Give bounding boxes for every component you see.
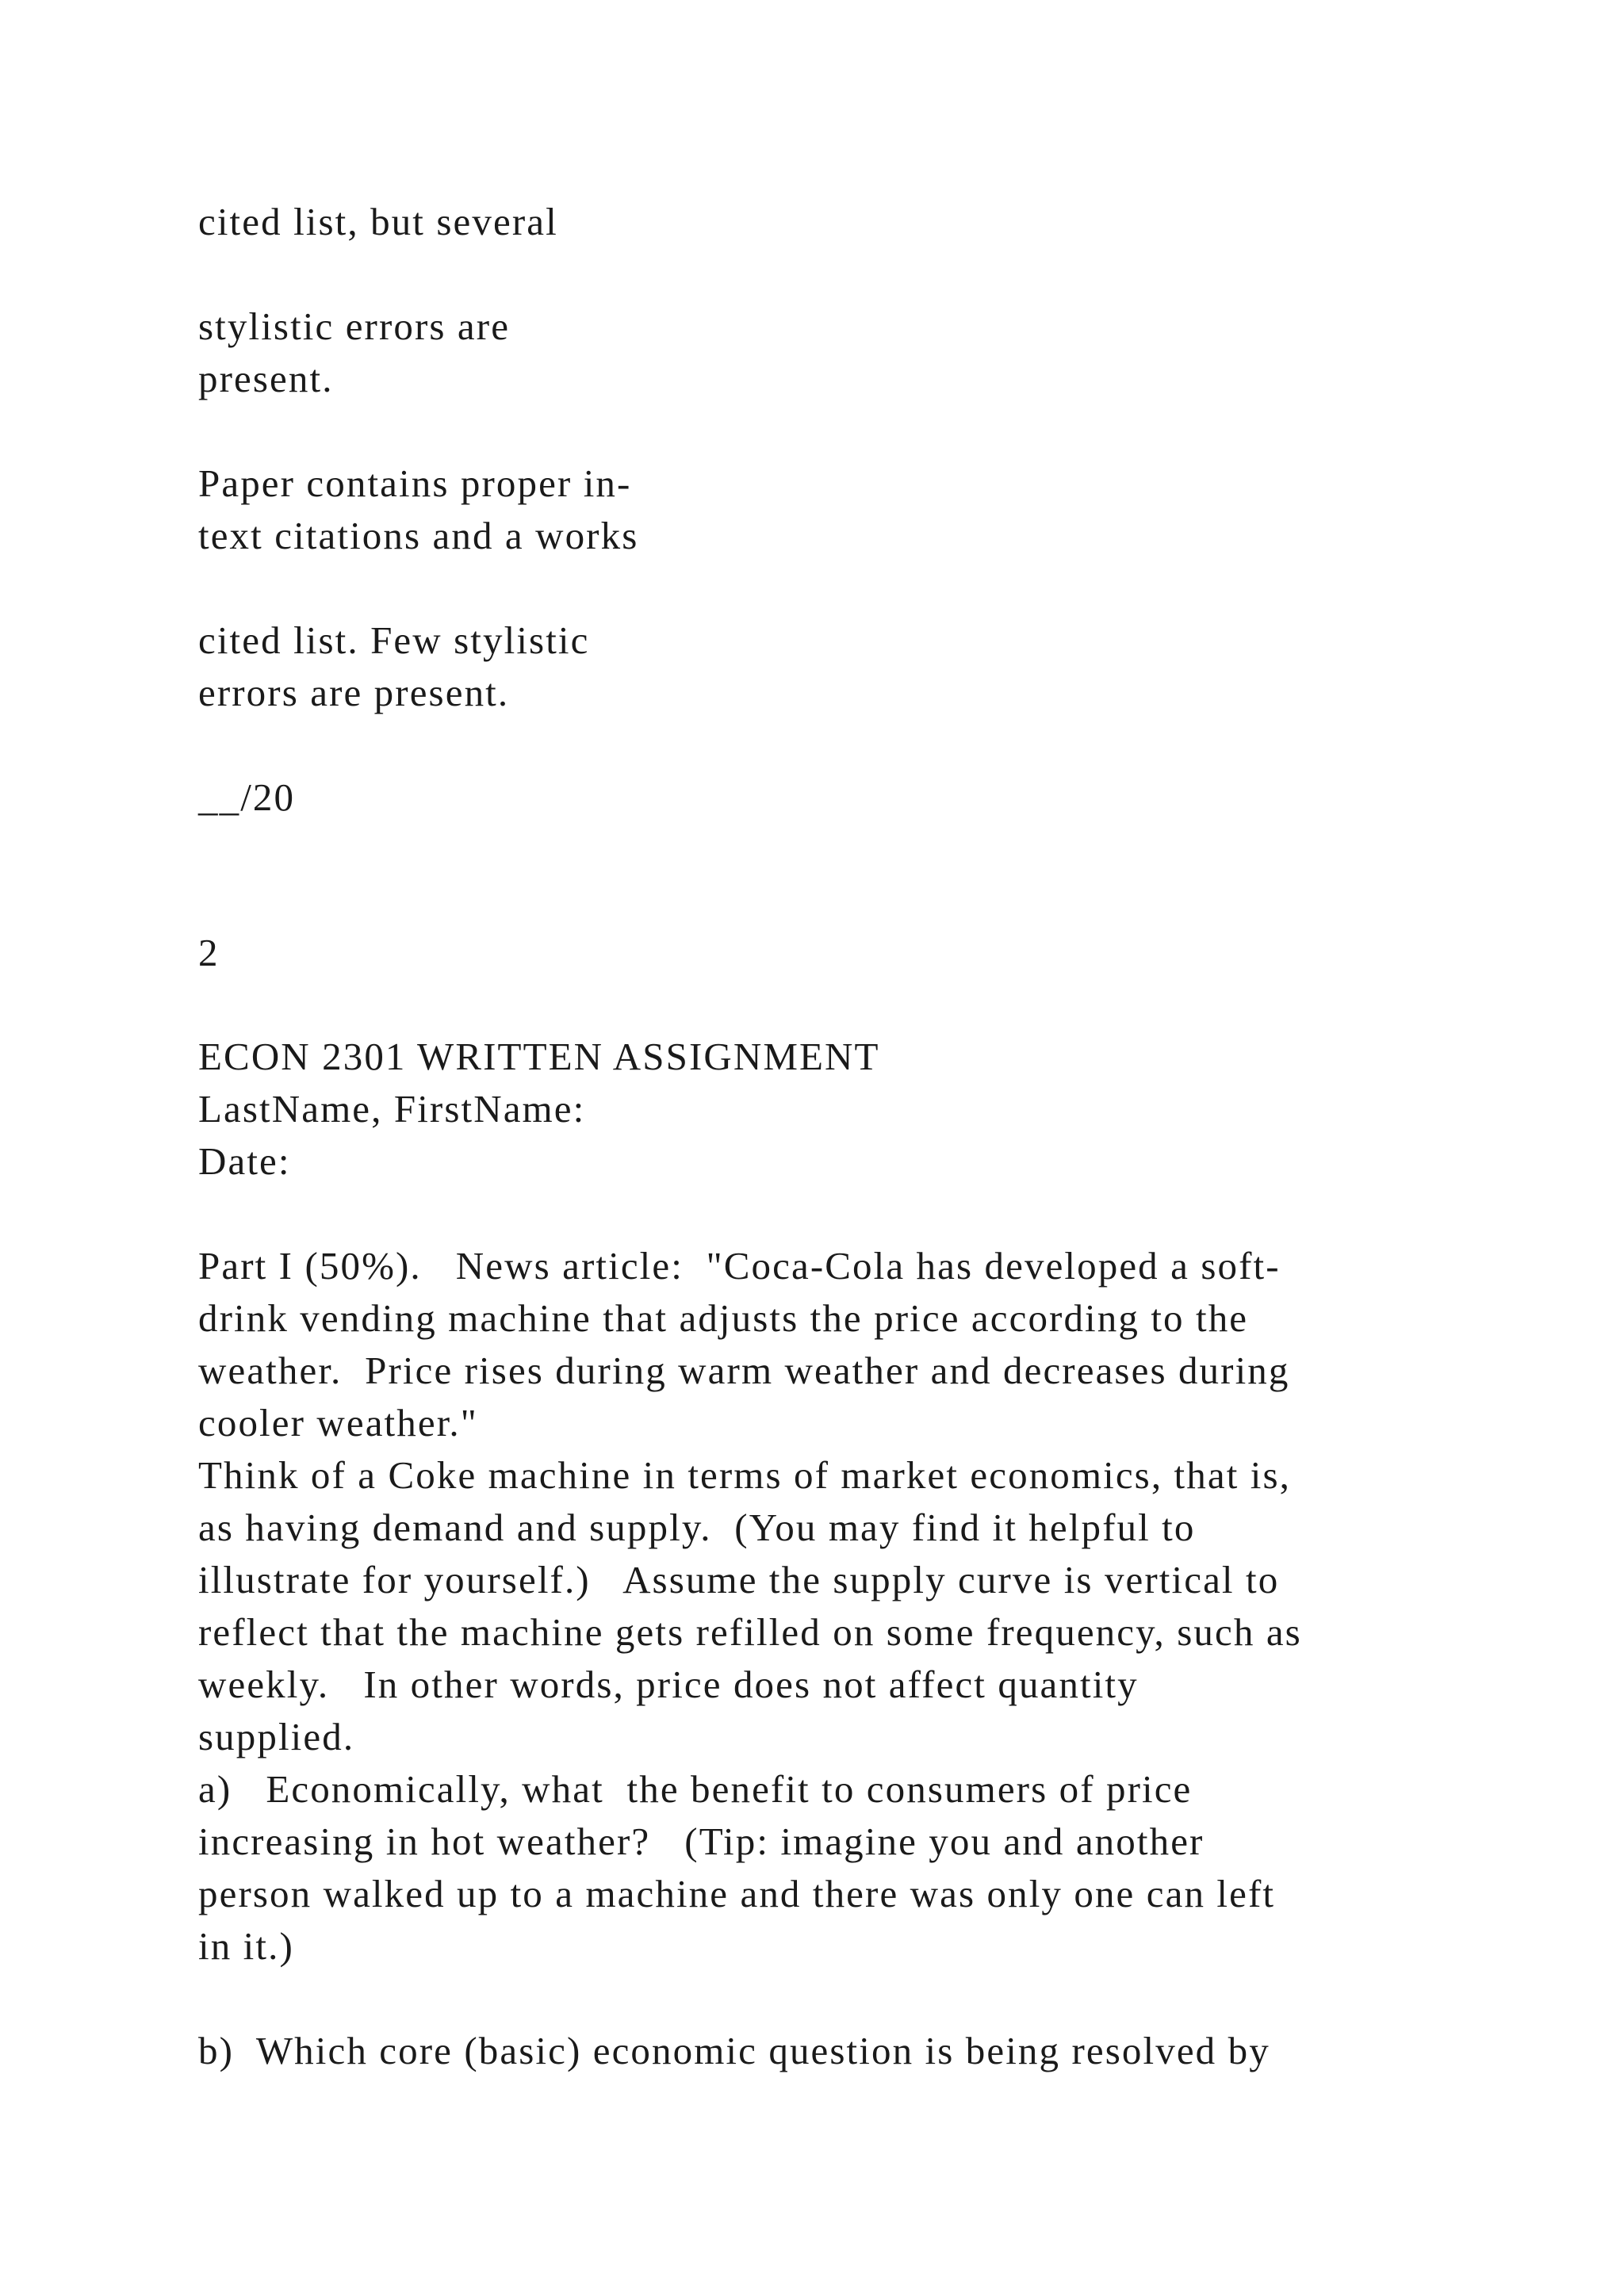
part1-line: reflect that the machine gets refilled on some frequency, such as [198,1610,1302,1654]
date-label: Date: [198,1139,291,1183]
rubric-line: Paper contains proper in- [198,461,632,505]
part1-line: weekly. In other words, price does not affect quantity [198,1663,1139,1706]
document-page [198,0,1435,2296]
part1-line: weather. Price rises during warm weather and decreases during [198,1349,1290,1392]
name-label: LastName, FirstName: [198,1087,586,1131]
question-a-line: increasing in hot weather? (Tip: imagine you and another [198,1820,1205,1863]
rubric-line: errors are present. [198,671,510,714]
part1-line: Think of a Coke machine in terms of market economics, that is, [198,1453,1292,1497]
question-a-line: a) Economically, what the benefit to consumers of price [198,1767,1193,1811]
rubric-line: cited list, but several [198,200,558,243]
assignment-title: ECON 2301 WRITTEN ASSIGNMENT [198,1035,880,1078]
page-number: 2 [198,931,220,974]
question-b-line: b) Which core (basic) economic question is being resolved by [198,2029,1270,2072]
question-a-line: person walked up to a machine and there was only one can left [198,1872,1276,1915]
score-blank: __/20 [198,775,296,819]
part1-line: Part I (50%). News article: "Coca-Cola has developed a soft- [198,1244,1281,1288]
rubric-line: present. [198,357,334,400]
part1-line: supplied. [198,1715,355,1758]
rubric-line: text citations and a works [198,514,639,557]
rubric-line: stylistic errors are [198,304,511,348]
part1-line: as having demand and supply. (You may find it helpful to [198,1506,1196,1549]
part1-line: illustrate for yourself.) Assume the supply curve is vertical to [198,1558,1280,1601]
part1-line: cooler weather." [198,1401,478,1445]
question-a-line: in it.) [198,1924,294,1968]
rubric-line: cited list. Few stylistic [198,618,590,662]
part1-line: drink vending machine that adjusts the price according to the [198,1296,1249,1340]
